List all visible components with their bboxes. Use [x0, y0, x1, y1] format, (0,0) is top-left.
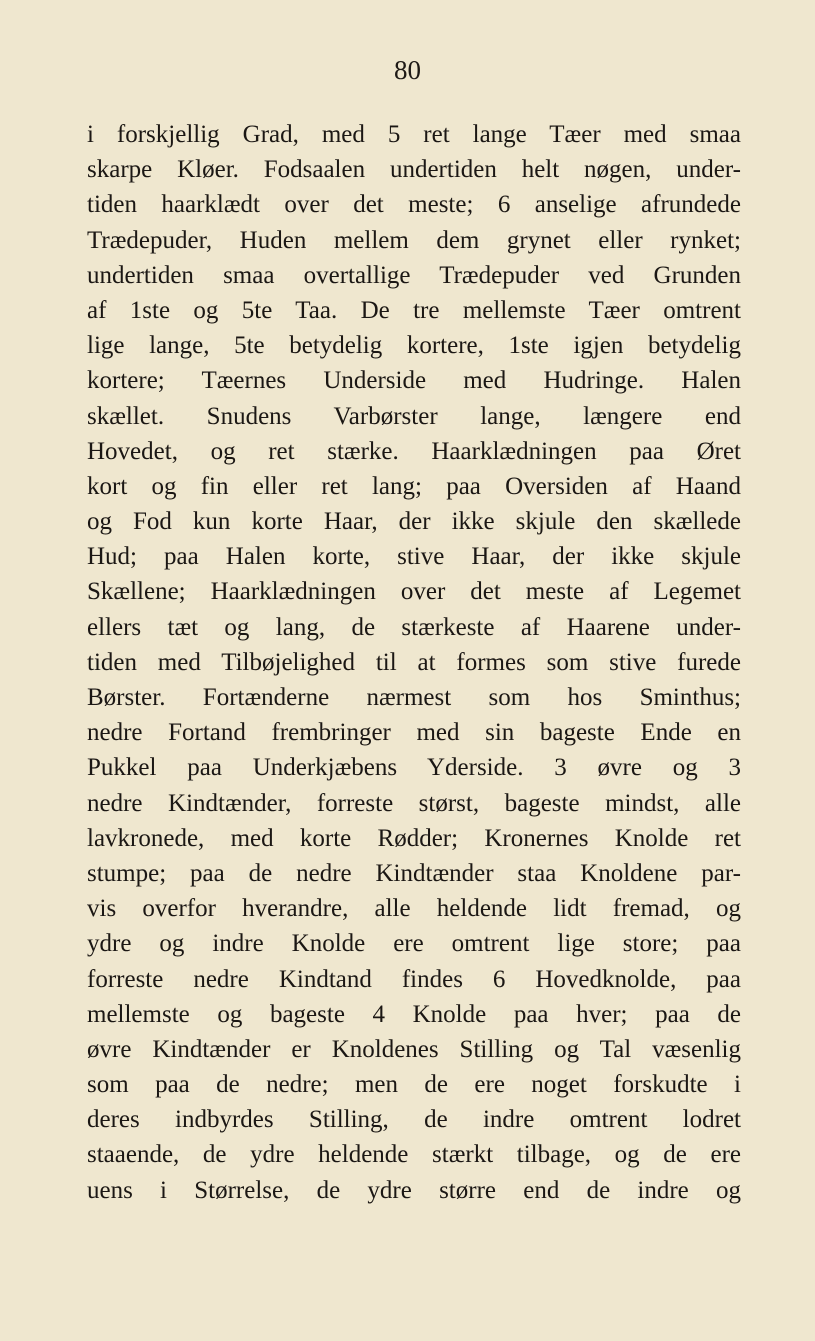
text-line: kort og fin eller ret lang; paa Oversiden af Haand	[87, 472, 741, 500]
text-line: tiden med Tilbøjelighed til at formes som stive furede	[87, 648, 741, 676]
text-line: af 1ste og 5te Taa. De tre mellemste Tæer omtrent	[87, 296, 741, 324]
text-line: lige lange, 5te betydelig kortere, 1ste igjen betydelig	[87, 332, 741, 360]
text-line: ydre og indre Knolde ere omtrent lige store; paa	[87, 930, 741, 958]
text-line: nedre Kindtænder, forreste størst, bageste mindst, alle	[87, 789, 741, 817]
text-line: tiden haarklædt over det meste; 6 anselige afrundede	[87, 191, 741, 219]
text-line: kortere; Tæernes Underside med Hudringe. Halen	[87, 367, 741, 395]
text-line: øvre Kindtænder er Knoldenes Stilling og Tal væsenlig	[87, 1035, 741, 1063]
text-line: Trædepuder, Huden mellem dem grynet eller rynket;	[87, 226, 741, 254]
text-line: Hud; paa Halen korte, stive Haar, der ikke skjule	[87, 543, 741, 571]
text-line: lavkronede, med korte Rødder; Kronernes Knolde ret	[87, 824, 741, 852]
text-line: Børster. Fortænderne nærmest som hos Sminthus;	[87, 684, 741, 711]
text-line: Skællene; Haarklædningen over det meste af Legemet	[87, 578, 741, 606]
text-line: undertiden smaa overtallige Trædepuder ved Grunden	[87, 261, 741, 289]
text-line: i forskjellig Grad, med 5 ret lange Tæer med smaa	[87, 121, 741, 148]
text-line: Hovedet, og ret stærke. Haarklædningen paa Øret	[87, 437, 741, 465]
text-line: deres indbyrdes Stilling, de indre omtrent lodret	[87, 1106, 741, 1134]
text-line: ellers tæt og lang, de stærkeste af Haarene under-	[87, 613, 741, 641]
text-line: stumpe; paa de nedre Kindtænder staa Knoldene par-	[87, 859, 741, 887]
page-number: 80	[394, 55, 421, 85]
text-line: skarpe Kløer. Fodsaalen undertiden helt nøgen, under-	[87, 156, 741, 184]
text-line: som paa de nedre; men de ere noget forskudte i	[87, 1071, 741, 1099]
text-line: vis overfor hverandre, alle heldende lidt fremad, og	[87, 895, 741, 923]
text-line: og Fod kun korte Haar, der ikke skjule den skællede	[87, 508, 741, 536]
text-line: forreste nedre Kindtand findes 6 Hovedknolde, paa	[87, 965, 741, 993]
text-line: skællet. Snudens Varbørster lange, længere end	[87, 402, 741, 430]
text-line: mellemste og bageste 4 Knolde paa hver; paa de	[87, 1000, 741, 1028]
text-line: nedre Fortand frembringer med sin bageste Ende en	[87, 719, 741, 747]
text-line: uens i Størrelse, de ydre større end de indre og	[87, 1176, 741, 1204]
text-line: staaende, de ydre heldende stærkt tilbage, og de ere	[87, 1141, 741, 1169]
text-line: Pukkel paa Underkjæbens Yderside. 3 øvre og 3	[87, 754, 741, 782]
body-text	[87, 117, 741, 1208]
